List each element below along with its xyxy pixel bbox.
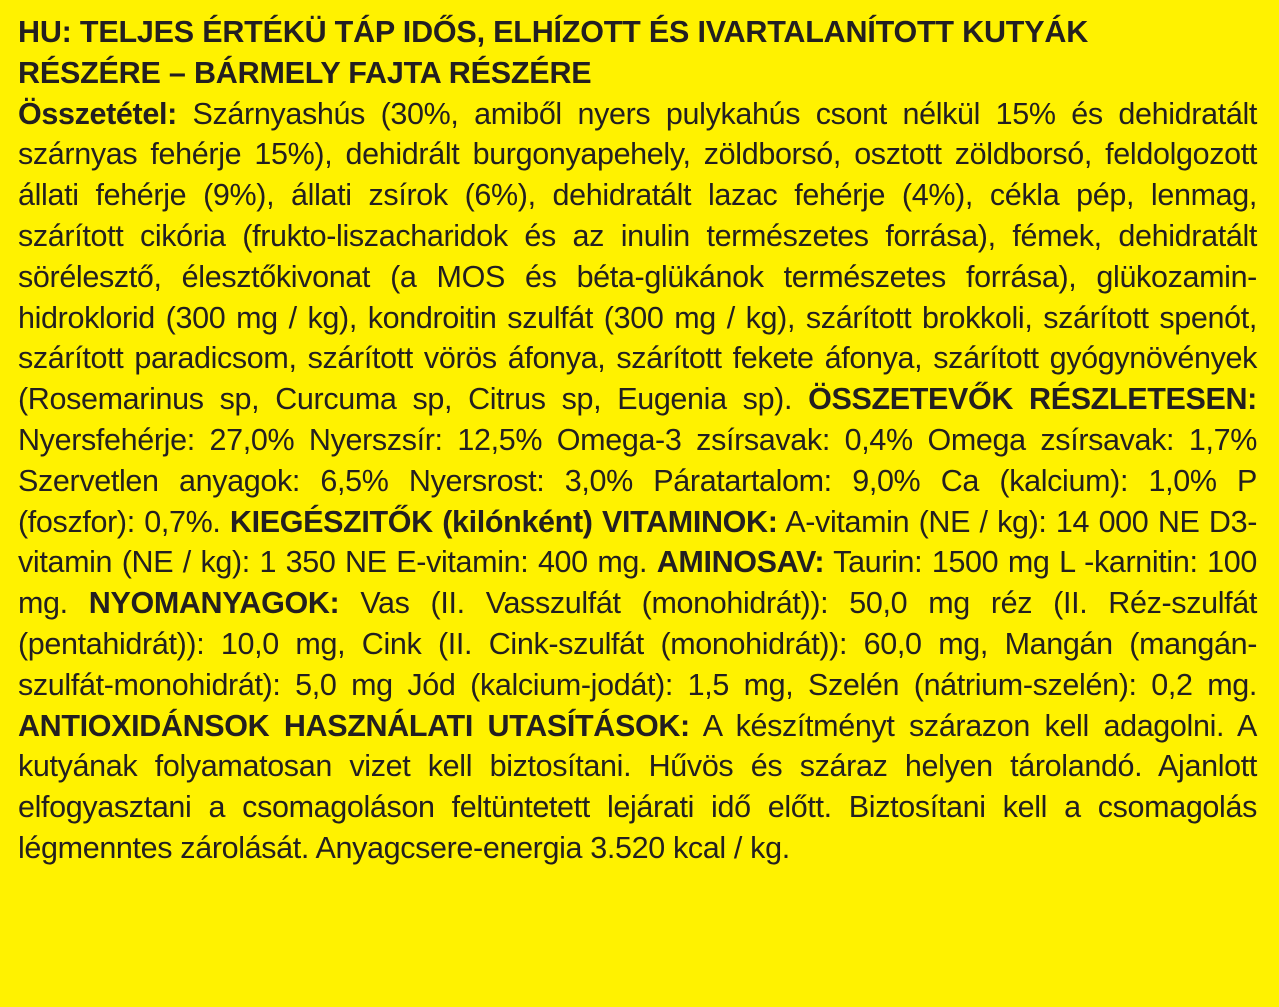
amino-heading: AMINOSAV: [656,545,825,580]
trace-text: Vas (II. Vasszulfát (monohidrát)): 50,0 mg réz (II. Réz-szulfát (pentahidrát)): 10,0 mg, Cink (II. Cink-szulfát (monohidrát)): 60,0 mg, Mangán (mangán-szulfát-monohidrát): 5,0 mg Jód (kalcium-jodát): 1,5 mg, Szelén (nátrium-szelén): 0,2 mg. [18,586,1257,702]
analysis-heading: ÖSSZETEVŐK RÉSZLETESEN: [808,382,1257,417]
trace-heading: NYOMANYAGOK: [88,586,340,621]
title-line-2: RÉSZÉRE – BÁRMELY FAJTA RÉSZÉRE [18,55,592,90]
amino-text: Taurin: 1500 mg L -karnitin: 100 mg. [18,545,1257,621]
title-line-1: HU: TELJES ÉRTÉKÜ TÁP IDŐS, ELHÍZOTT ÉS IVARTALANÍTOTT KUTYÁK [18,15,1089,49]
antioxidants-text: A készítményt szárazon kell adagolni. A kutyának folyamatosan vizet kell biztosítani. Hűvös és száraz helyen tárolandó. Ajanlott elfogyasztani a csomagoláson feltüntetett lejárati idő előtt. Biztosítani kell a csomagolás légmenntes zárolását. Anyagcsere-energia 3.520 kcal / kg. [18,708,1257,865]
composition-heading: Összetétel: [18,96,177,131]
label-body [18,94,1257,869]
composition-text: Szárnyashús (30%, amiből nyers pulykahús csont nélkül 15% és dehidratált szárnyas fehérje 15%), dehidrált burgonyapehely, zöldborsó, osztott zöldborsó, feldolgozott állati fehérje (9%), állati zsírok (6%), dehidratált lazac fehérje (4%), cékla pép, lenmag, szárított cikória (frukto-liszacharidok és az inulin természetes forrása), fémek, dehidratált sörélesztő, élesztőkivonat (a MOS és béta-glükánok természetes forrása), glükozamin-hidroklorid (300 mg / kg), kondroitin szulfát (300 mg / kg), szárított brokkoli, szárított spenót, szárított paradicsom, szárított vörös áfonya, szárított fekete áfonya, szárított gyógynövények (Rosemarinus sp, Curcuma sp, Citrus sp, Eugenia sp). [18,96,1257,417]
antioxidants-heading: ANTIOXIDÁNSOK HASZNÁLATI UTASÍTÁSOK: [18,708,690,743]
analysis-text: Nyersfehérje: 27,0% Nyerszsír: 12,5% Omega-3 zsírsavak: 0,4% Omega zsírsavak: 1,7% Szervetlen anyagok: 6,5% Nyersrost: 3,0% Páratartalom: 9,0% Ca (kalcium): 1,0% P (foszfor): 0,7%. [18,422,1257,539]
vitamins-heading: KIEGÉSZITŐK (kilónként) VITAMINOK: [229,504,778,539]
label-title [18,12,1257,94]
vitamins-text: A-vitamin (NE / kg): 14 000 NE D3-vitamin (NE / kg): 1 350 NE E-vitamin: 400 mg. [18,504,1258,580]
